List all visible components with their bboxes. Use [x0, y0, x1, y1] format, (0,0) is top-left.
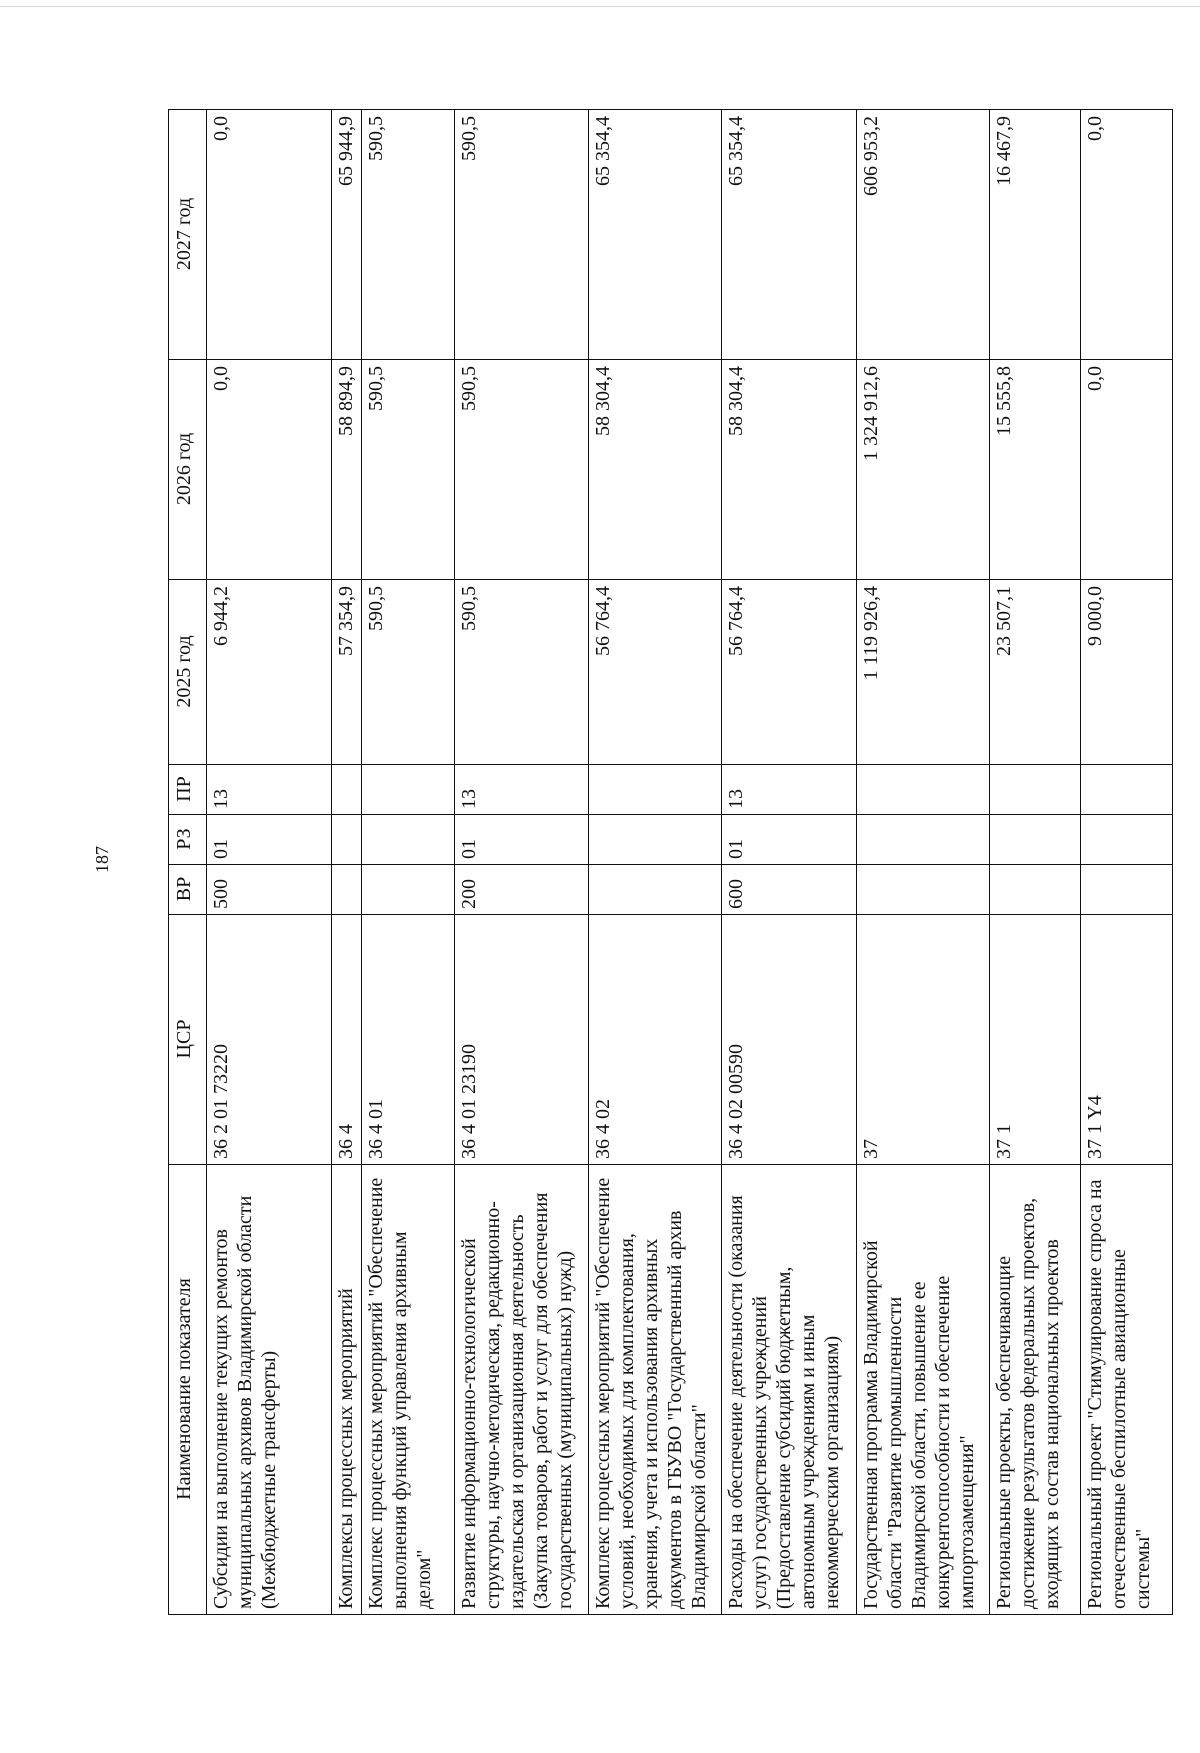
- scan-edge-line: [0, 6, 1200, 7]
- row-csr: 37: [856, 915, 989, 1165]
- row-2026: 15 555,8: [989, 360, 1081, 580]
- header-csr: ЦСР: [169, 915, 207, 1165]
- table-row: [331, 110, 361, 1615]
- row-pr: [331, 765, 361, 815]
- row-2026: 590,5: [455, 360, 588, 580]
- row-csr: 36 4 01: [361, 915, 455, 1165]
- row-name: Субсидии на выполнение текущих ремонтов муниципальных архивов Владимирской области (Межбюджетные трансферты): [207, 1165, 332, 1615]
- row-vr: 200: [455, 865, 588, 915]
- row-csr: 36 4 02 00590: [721, 915, 856, 1165]
- table-row: [856, 110, 989, 1615]
- row-csr: 36 4 01 23190: [455, 915, 588, 1165]
- row-rz: [856, 815, 989, 865]
- row-rz: [1081, 815, 1173, 865]
- row-csr: 37 1 Y4: [1081, 915, 1173, 1165]
- header-2025: 2025 год: [169, 580, 207, 765]
- row-name: Комплекс процессных мероприятий "Обеспечение выполнения функций управления архивным делом": [361, 1165, 455, 1615]
- table-header-row: [169, 110, 207, 1615]
- row-2026: 1 324 912,6: [856, 360, 989, 580]
- row-vr: [331, 865, 361, 915]
- row-2025: 56 764,4: [721, 580, 856, 765]
- row-name: Развитие информационно-технологической структуры, научно-методическая, редакционно-издательская и организационная деятельность (Закупка товаров, работ и услуг для обеспечения государственных (муниципальных) нужд): [455, 1165, 588, 1615]
- row-2027: 16 467,9: [989, 110, 1081, 360]
- row-vr: [989, 865, 1081, 915]
- row-2026: 58 894,9: [331, 360, 361, 580]
- row-vr: 500: [207, 865, 332, 915]
- row-2025: 23 507,1: [989, 580, 1081, 765]
- row-2027: 590,5: [361, 110, 455, 360]
- header-rz: РЗ: [169, 815, 207, 865]
- row-2026: 58 304,4: [588, 360, 721, 580]
- row-2027: 590,5: [455, 110, 588, 360]
- row-pr: [856, 765, 989, 815]
- row-pr: 13: [207, 765, 332, 815]
- row-pr: [1081, 765, 1173, 815]
- table-row: [989, 110, 1081, 1615]
- row-pr: [361, 765, 455, 815]
- row-2025: 9 000,0: [1081, 580, 1173, 765]
- row-name: Комплекс процессных мероприятий "Обеспечение условий, необходимых для комплектования, хранения, учета и использования архивных документов в ГБУВО "Государственный архив Владимирской области": [588, 1165, 721, 1615]
- row-rz: [361, 815, 455, 865]
- row-2025: 6 944,2: [207, 580, 332, 765]
- row-rz: 01: [207, 815, 332, 865]
- row-2025: 590,5: [361, 580, 455, 765]
- row-csr: 36 2 01 73220: [207, 915, 332, 1165]
- row-2026: 590,5: [361, 360, 455, 580]
- row-2027: 0,0: [207, 110, 332, 360]
- table-row: [1081, 110, 1173, 1615]
- row-2026: 0,0: [207, 360, 332, 580]
- row-rz: 01: [721, 815, 856, 865]
- row-2025: 1 119 926,4: [856, 580, 989, 765]
- rotated-table-wrapper: [168, 110, 1173, 1615]
- page-number-text: 187: [92, 846, 112, 873]
- row-rz: 01: [455, 815, 588, 865]
- budget-table: [168, 109, 1173, 1615]
- row-name: Государственная программа Владимирской области "Развитие промышленности Владимирской области, повышение ее конкурентоспособности и обеспечение импортозамещения": [856, 1165, 989, 1615]
- header-vr: ВР: [169, 865, 207, 915]
- row-vr: [1081, 865, 1173, 915]
- table-row: [455, 110, 588, 1615]
- row-2027: 65 944,9: [331, 110, 361, 360]
- row-csr: 37 1: [989, 915, 1081, 1165]
- row-pr: [588, 765, 721, 815]
- table-row: [207, 110, 332, 1615]
- row-name: Расходы на обеспечение деятельности (оказания услуг) государственных учреждений (Предоставление субсидий бюджетным, автономным учреждениям и иным некоммерческим организациям): [721, 1165, 856, 1615]
- row-2027: 65 354,4: [721, 110, 856, 360]
- row-2026: 0,0: [1081, 360, 1173, 580]
- row-pr: 13: [721, 765, 856, 815]
- row-2025: 590,5: [455, 580, 588, 765]
- header-2026: 2026 год: [169, 360, 207, 580]
- row-vr: [856, 865, 989, 915]
- row-name: Региональные проекты, обеспечивающие достижение результатов федеральных проектов, входящих в состав национальных проектов: [989, 1165, 1081, 1615]
- row-pr: 13: [455, 765, 588, 815]
- header-pr: ПР: [169, 765, 207, 815]
- row-csr: 36 4: [331, 915, 361, 1165]
- header-2027: 2027 год: [169, 110, 207, 360]
- row-2025: 56 764,4: [588, 580, 721, 765]
- row-vr: [361, 865, 455, 915]
- table-row: [588, 110, 721, 1615]
- row-name: Комплексы процессных мероприятий: [331, 1165, 361, 1615]
- table-row: [361, 110, 455, 1615]
- row-2025: 57 354,9: [331, 580, 361, 765]
- page-number: [92, 18, 116, 1753]
- row-vr: [588, 865, 721, 915]
- budget-table-frame: [168, 110, 1173, 1615]
- row-csr: 36 4 02: [588, 915, 721, 1165]
- row-2026: 58 304,4: [721, 360, 856, 580]
- row-pr: [989, 765, 1081, 815]
- row-name: Региональный проект "Стимулирование спроса на отечественные беспилотные авиационные системы": [1081, 1165, 1173, 1615]
- row-2027: 65 354,4: [588, 110, 721, 360]
- row-rz: [588, 815, 721, 865]
- row-vr: 600: [721, 865, 856, 915]
- row-rz: [989, 815, 1081, 865]
- header-name: Наименование показателя: [169, 1165, 207, 1615]
- row-2027: 606 953,2: [856, 110, 989, 360]
- row-2027: 0,0: [1081, 110, 1173, 360]
- row-rz: [331, 815, 361, 865]
- table-row: [721, 110, 856, 1615]
